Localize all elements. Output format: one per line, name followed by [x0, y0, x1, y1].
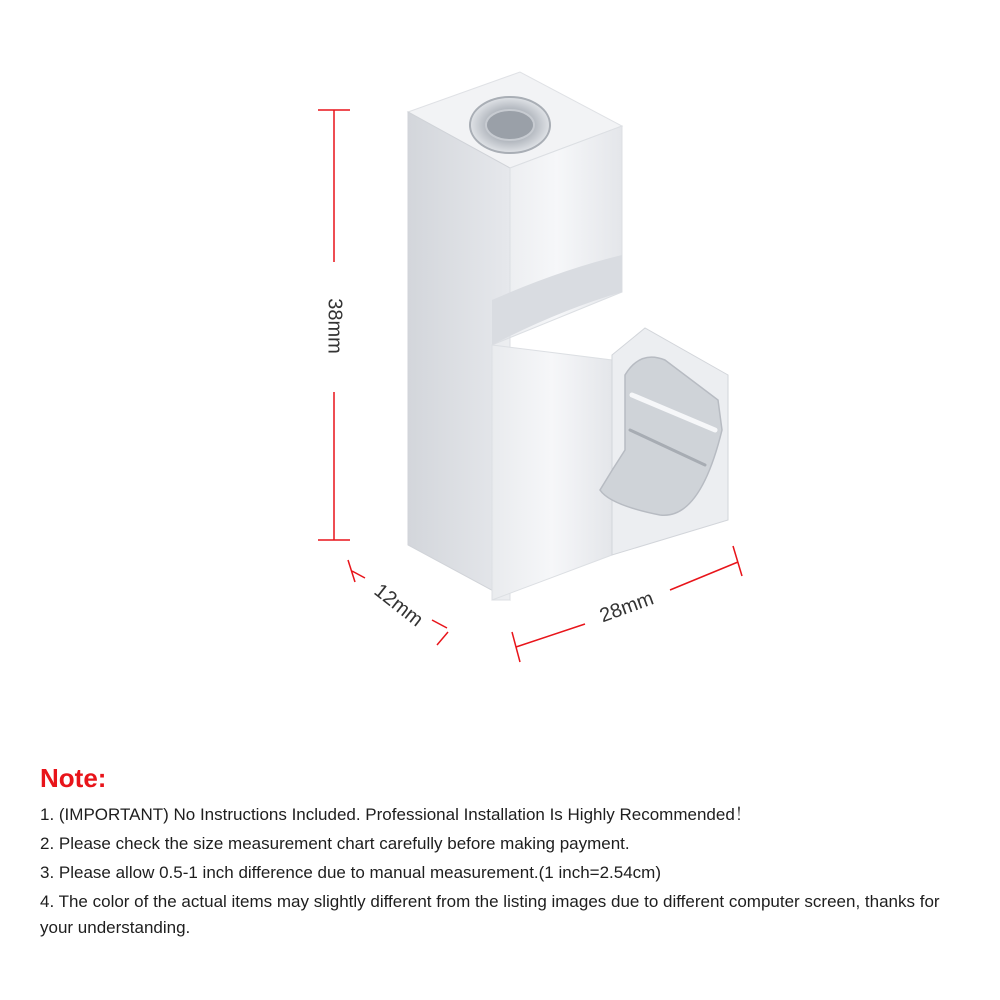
notes-section	[40, 762, 970, 944]
note-title: Note:	[40, 763, 107, 793]
width-dimension-label: 28mm	[596, 587, 657, 628]
block-front-lower	[492, 345, 612, 600]
note-item-1: 1. (IMPORTANT) No Instructions Included. Professional Installation Is Highly Recommended！	[40, 805, 752, 824]
metal-bracket-block	[408, 72, 728, 600]
depth-dimension	[348, 560, 448, 645]
note-item-2: 2. Please check the size measurement chart carefully before making payment.	[40, 834, 630, 853]
note-item-3: 3. Please allow 0.5-1 inch difference due to manual measurement.(1 inch=2.54cm)	[40, 863, 662, 882]
note-item-4: 4. The color of the actual items may slightly different from the listing images due to different computer screen, thanks for your understanding.	[40, 892, 940, 937]
height-dimension	[318, 110, 350, 540]
height-dimension-label: 38mm	[323, 298, 346, 354]
depth-dimension-label: 12mm	[369, 579, 428, 632]
